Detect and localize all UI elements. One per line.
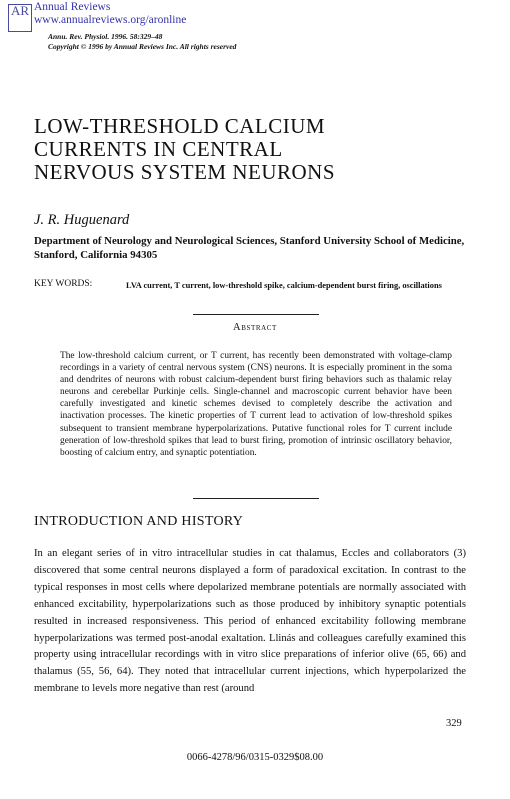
abstract-heading: Abstract — [233, 322, 277, 333]
abstract-text: The low-threshold calcium current, or T current, has recently been demonstrated with voltage-clamp recordings in a variety of central nervous system (CNS) neurons. It is especially prominent in the soma and dendrites of neurons with robust calcium-dependent burst firing behaviors such as thalamic relay neurons and cerebellar Purkinje cells. Single-channel and macroscopic current behavior have been carefully investigated and kinetic schemes devised to completely describe the activation and inactivation processes. The kinetic properties of T current lead to activation of low-threshold spikes subsequent to transient membrane hyperpolarizations. Putative functional roles for T current include generation of low-threshold spikes that lead to burst firing, promotion of intrinsic oscillatory behavior, boosting of calcium entry, and synaptic potentiation. — [60, 351, 452, 458]
keywords-list: LVA current, T current, low-threshold spike, calcium-dependent burst firing, oscillations — [126, 281, 442, 290]
article-title — [34, 115, 335, 184]
title-line: NERVOUS SYSTEM NEURONS — [34, 160, 336, 184]
title-line: CURRENTS IN CENTRAL — [34, 137, 283, 161]
author-affiliation: Department of Neurology and Neurological Sciences, Stanford University School of Medicine, Stanford, California 94305 — [34, 235, 465, 261]
section-body-text: In an elegant series of in vitro intracellular studies in cat thalamus, Eccles and collaborators (3) discovered that some central neurons displayed a form of paradoxical excitation. In contrast to the typical responses in most cells where depolarized membrane potentials are normally associated with enhanced excitability, hyperpolarizations such as those produced by inhibitory synaptic potentials resulted in increased responsiveness. This period of enhanced excitability following membrane hyperpolarizations was termed post-anodal exaltation. Llinás and colleagues carefully examined this property using intracellular recordings with in vitro slice preparations of inferior olive (65, 66) and thalamus (55, 56, 64). They noted that intracellular current injections, which hyperpolarized the membrane to levels more negative than rest (around — [34, 548, 466, 695]
keywords-label: KEY WORDS: — [34, 279, 93, 289]
copyright-line: Copyright © 1996 by Annual Reviews Inc. All rights reserved — [48, 42, 237, 51]
abstract-bottom-rule — [193, 498, 319, 499]
annual-reviews-logo: AR — [8, 4, 32, 32]
publisher-name: Annual Reviews — [34, 1, 111, 13]
section-heading: INTRODUCTION AND HISTORY — [34, 514, 244, 529]
citation-line: Annu. Rev. Physiol. 1996. 58:329–48 — [48, 32, 163, 41]
title-line: LOW-THRESHOLD CALCIUM — [34, 114, 326, 138]
page-number: 329 — [446, 718, 462, 729]
publisher-url-link[interactable]: www.annualreviews.org/aronline — [34, 14, 187, 26]
abstract-top-rule — [193, 314, 319, 315]
price-code: 0066-4278/96/0315-0329$08.00 — [186, 752, 324, 763]
author-name: J. R. Huguenard — [34, 212, 130, 228]
